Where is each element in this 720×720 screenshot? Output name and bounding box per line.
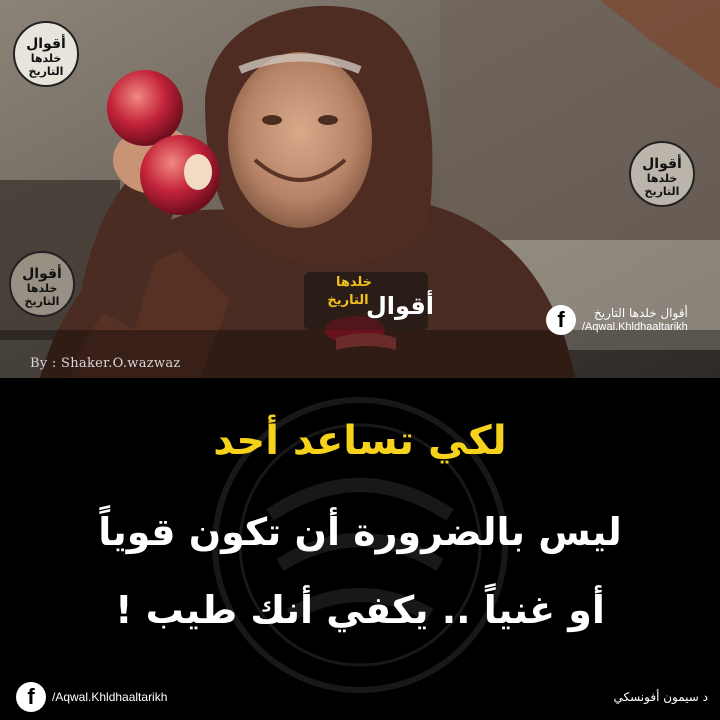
facebook-badge-top[interactable] <box>546 305 688 335</box>
page-logo-left <box>8 250 76 318</box>
quote-line-2: ليس بالضرورة أن تكون قوياً <box>98 510 622 554</box>
facebook-page-name: أقوال خلدها التاريخ <box>594 305 688 320</box>
page-logo-right <box>628 140 696 208</box>
page-logo-top-left <box>12 20 80 88</box>
center-logo <box>296 268 436 358</box>
quote-headline: لكي تساعد أحد <box>213 418 507 464</box>
facebook-handle: /Aqwal.Khldhaaltarikh <box>582 320 688 333</box>
logo-text-1: أقوال <box>642 156 682 172</box>
logo-text-2: خلدها <box>26 282 58 295</box>
logo-text-1: أقوال <box>22 266 62 282</box>
facebook-icon: f <box>546 305 576 335</box>
facebook-handle: /Aqwal.Khldhaaltarikh <box>52 690 168 704</box>
center-logo-mid: التاريخ <box>327 293 369 308</box>
book-icon <box>336 333 396 350</box>
facebook-icon: f <box>16 682 46 712</box>
logo-text-3: التاريخ <box>644 185 680 198</box>
photo-credit: By : Shaker.O.wazwaz <box>30 356 181 371</box>
logo-text-3: التاريخ <box>28 65 64 78</box>
facebook-badge-bottom[interactable] <box>16 682 167 712</box>
center-logo-small: خلدها <box>335 275 373 290</box>
logo-text-1: أقوال <box>26 36 66 52</box>
quote-author: د سيمون أفونسكي <box>613 690 708 704</box>
quote-line-3: أو غنياً .. يكفي أنك طيب ! <box>115 588 605 632</box>
center-logo-big: أقوال <box>365 292 435 320</box>
logo-text-2: خلدها <box>30 52 62 65</box>
logo-text-2: خلدها <box>646 172 678 185</box>
logo-text-3: التاريخ <box>24 295 60 308</box>
